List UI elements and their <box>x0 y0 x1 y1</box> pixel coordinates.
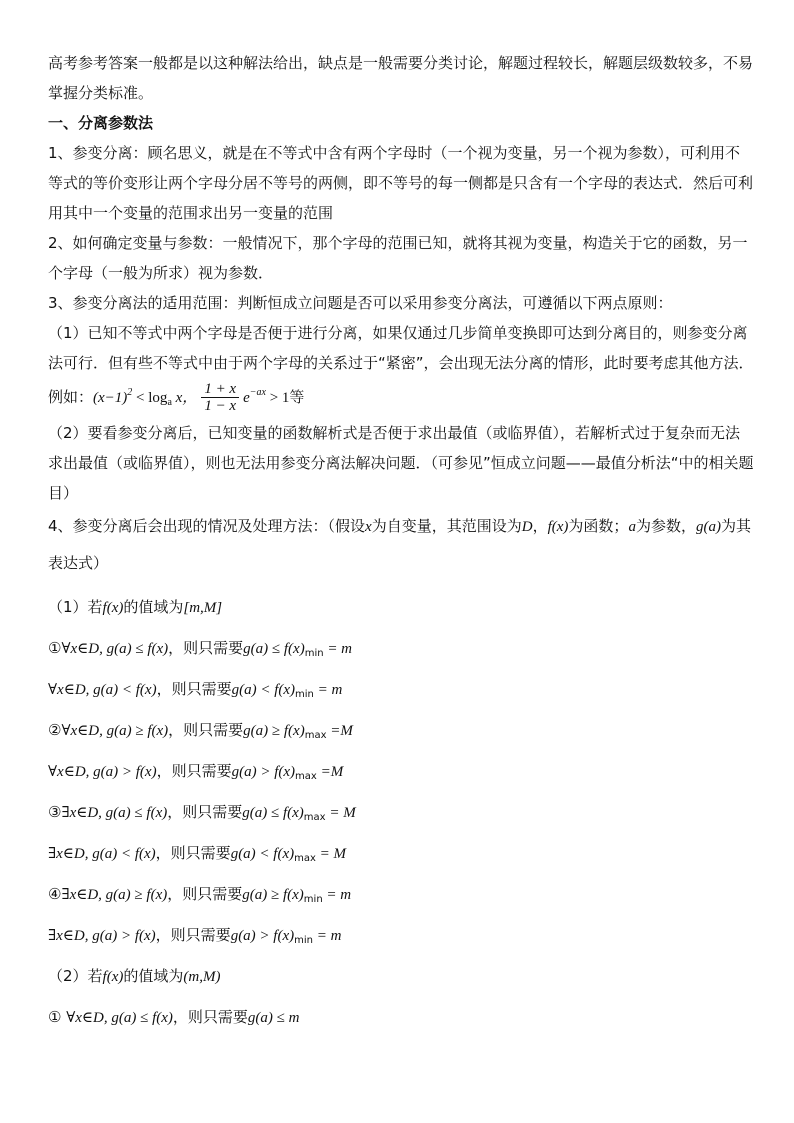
item-3-1-text: （1）已知不等式中两个字母是否便于进行分离，如果仅通过几步简单变换即可达到分离目的，则参变分离法可行．但有些不等式中由于两个字母的关系过于“紧密”，会出现无法分离的情形，此时要考虑其他方法．例如： <box>48 324 754 406</box>
item-3-1-paragraph <box>48 318 754 418</box>
intro-paragraph: 高考参考答案一般都是以这种解法给出，缺点是一般需要分类讨论，解题过程较长，解题层级数较多，不易掌握分类标准。 <box>48 54 754 102</box>
rule-line: ①∀x∈D, g(a) ≤ f(x)，则只需要$g(a) \le f(x)_{min} = m$ <box>48 639 353 659</box>
rule-line: ④∃x∈D, g(a) ≥ f(x)，则只需要$g(a) \ge f(x)_{min} = m$ <box>48 885 352 905</box>
case-2-heading: （2）若f(x)的值域为(m,M) <box>48 967 221 985</box>
rule-line: ∀x∈D, g(a) > f(x)，则只需要$g(a) > f(x)_{max} =M$ <box>48 762 344 782</box>
example-tail: 等 <box>289 388 305 406</box>
item-2-paragraph: 2、如何确定变量与参数：一般情况下，那个字母的范围已知，就将其视为变量，构造关于它的函数，另一个字母（一般为所求）视为参数． <box>48 234 748 282</box>
case-1-rules <box>48 628 754 956</box>
rule-line: ∃x∈D, g(a) < f(x)，则只需要$g(a) < f(x)_{max} = M$ <box>48 844 347 864</box>
rule-line: ∃x∈D, g(a) > f(x)，则只需要$g(a) > f(x)_{min} = m$ <box>48 926 342 946</box>
example-1-formula: $(x-1)^2 < \log_a x$， <box>93 387 198 408</box>
rule-line: ∀x∈D, g(a) < f(x)，则只需要$g(a) < f(x)_{min} = m$ <box>48 680 343 700</box>
rule-line: ③∃x∈D, g(a) ≤ f(x)，则只需要$g(a) \le f(x)_{max} = M$ <box>48 803 356 823</box>
case-1-heading: （1）若f(x)的值域为[m,M] <box>48 598 223 616</box>
item-4-paragraph: 4、参变分离后会出现的情况及处理方法：（假设x为自变量，其范围设为D，f(x)为函数；a为参数，g(a)为其表达式） <box>48 517 751 572</box>
example-2-formula: $e^{-ax} > 1$ <box>243 387 290 406</box>
item-3-paragraph: 3、参变分离法的适用范围：判断恒成立问题是否可以采用参变分离法，可遵循以下两点原则： <box>48 294 673 312</box>
rule-line: ②∀x∈D, g(a) ≥ f(x)，则只需要$g(a) \ge f(x)_{max} =M$ <box>48 721 353 741</box>
example-2-fraction: $\frac{1 + x}{1 - x}$ <box>201 381 239 414</box>
section-heading: 一、分离参数法 <box>48 114 154 132</box>
item-1-paragraph: 1、参变分离：顾名思义，就是在不等式中含有两个字母时（一个视为变量，另一个视为参数），可利用不等式的等价变形让两个字母分居不等号的两侧，即不等号的每一侧都是只含有一个字母的表达式．然后可利用其中一个变量的范围求出另一变量的范围 <box>48 144 754 222</box>
case-2-rule: ① ∀x∈D, g(a) ≤ f(x)，则只需要g(a) ≤ m <box>48 1008 300 1026</box>
item-3-2-paragraph: （2）要看参变分离后，已知变量的函数解析式是否便于求出最值（或临界值），若解析式过于复杂而无法求出最值（或临界值），则也无法用参变分离法解决问题．（可参见”恒成立问题——最值分析法“中的相关题目） <box>48 424 754 502</box>
